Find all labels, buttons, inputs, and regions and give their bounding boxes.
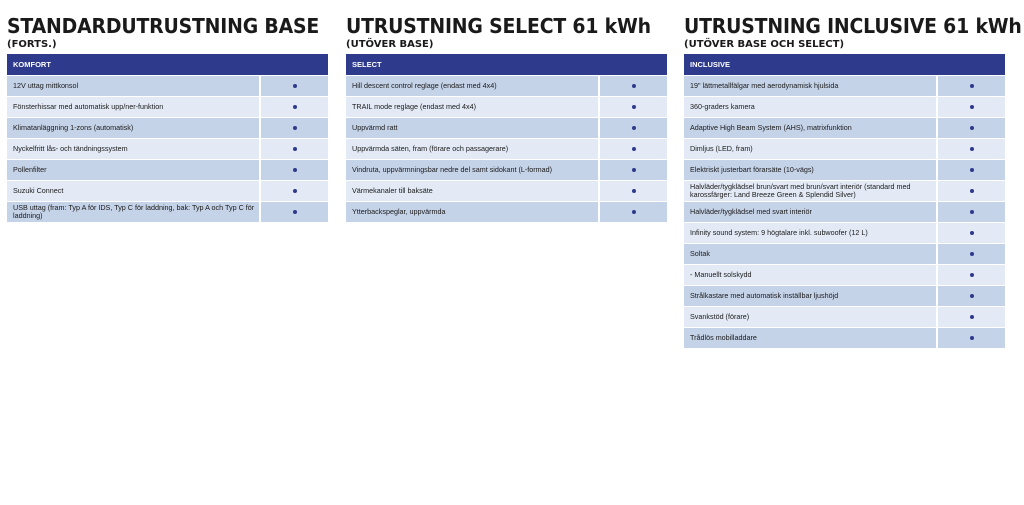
bullet-dot-icon xyxy=(632,147,636,151)
feature-label: Strålkastare med automatisk inställbar ljushöjd xyxy=(684,286,936,306)
feature-label: TRAIL mode reglage (endast med 4x4) xyxy=(346,97,598,117)
feature-label: Fönsterhissar med automatisk upp/ner-funktion xyxy=(7,97,259,117)
included-cell xyxy=(938,223,1005,243)
table-row xyxy=(684,118,1005,138)
bullet-dot-icon xyxy=(970,315,974,319)
included-cell xyxy=(261,160,328,180)
bullet-dot-icon xyxy=(970,147,974,151)
bullet-dot-icon xyxy=(970,336,974,340)
feature-label: Halvläder/tygklädsel med svart interiör xyxy=(684,202,936,222)
feature-label: Svankstöd (förare) xyxy=(684,307,936,327)
included-cell xyxy=(938,118,1005,138)
included-cell xyxy=(600,97,667,117)
feature-label: Elektriskt justerbart förarsäte (10-vägs) xyxy=(684,160,936,180)
bullet-dot-icon xyxy=(970,294,974,298)
feature-label: Suzuki Connect xyxy=(7,181,259,201)
included-cell xyxy=(938,139,1005,159)
included-cell xyxy=(600,181,667,201)
table-row xyxy=(684,244,1005,264)
feature-label: Ytterbackspeglar, uppvärmda xyxy=(346,202,598,222)
column-inclusive xyxy=(684,14,1022,348)
table-row xyxy=(346,139,667,159)
bullet-dot-icon xyxy=(632,189,636,193)
feature-label: Dimljus (LED, fram) xyxy=(684,139,936,159)
bullet-dot-icon xyxy=(632,126,636,130)
table-row xyxy=(684,139,1005,159)
feature-label: Uppvärmd ratt xyxy=(346,118,598,138)
feature-label: Vindruta, uppvärmningsbar nedre del samt sidokant (L-formad) xyxy=(346,160,598,180)
included-cell xyxy=(938,76,1005,96)
included-cell xyxy=(600,118,667,138)
table-row xyxy=(346,202,667,222)
feature-table xyxy=(7,76,328,222)
feature-label: Värmekanaler till baksäte xyxy=(346,181,598,201)
bullet-dot-icon xyxy=(293,105,297,109)
column-title: UTRUSTNING SELECT 61 kWh xyxy=(346,14,651,38)
feature-label: Adaptive High Beam System (AHS), matrixfunktion xyxy=(684,118,936,138)
table-row xyxy=(346,76,667,96)
feature-label: USB uttag (fram: Typ A för IDS, Typ C för laddning, bak: Typ A och Typ C för laddning) xyxy=(7,202,259,222)
bullet-dot-icon xyxy=(970,273,974,277)
bullet-dot-icon xyxy=(970,105,974,109)
bullet-dot-icon xyxy=(632,210,636,214)
bullet-dot-icon xyxy=(970,126,974,130)
feature-label: Trådlös mobilladdare xyxy=(684,328,936,348)
column-subtitle: (UTÖVER BASE) xyxy=(346,39,434,50)
section-header: KOMFORT xyxy=(7,54,328,75)
section-header: SELECT xyxy=(346,54,667,75)
bullet-dot-icon xyxy=(632,168,636,172)
feature-label: Infinity sound system: 9 högtalare inkl. subwoofer (12 L) xyxy=(684,223,936,243)
table-row xyxy=(7,202,328,222)
table-row xyxy=(684,307,1005,327)
column-subtitle: (FORTS.) xyxy=(7,39,57,50)
feature-label: Pollenfilter xyxy=(7,160,259,180)
feature-table xyxy=(684,76,1005,348)
bullet-dot-icon xyxy=(970,231,974,235)
column-base xyxy=(7,14,328,222)
feature-table xyxy=(346,76,667,222)
included-cell xyxy=(261,76,328,96)
table-row xyxy=(7,118,328,138)
section-header: INCLUSIVE xyxy=(684,54,1005,75)
bullet-dot-icon xyxy=(293,147,297,151)
feature-label: Klimatanläggning 1-zons (automatisk) xyxy=(7,118,259,138)
bullet-dot-icon xyxy=(970,252,974,256)
bullet-dot-icon xyxy=(293,84,297,88)
table-row xyxy=(684,181,1005,201)
included-cell xyxy=(600,202,667,222)
bullet-dot-icon xyxy=(632,84,636,88)
table-row xyxy=(346,97,667,117)
included-cell xyxy=(261,118,328,138)
included-cell xyxy=(938,181,1005,201)
included-cell xyxy=(600,139,667,159)
bullet-dot-icon xyxy=(970,210,974,214)
feature-label: Soltak xyxy=(684,244,936,264)
table-row xyxy=(684,328,1005,348)
table-row xyxy=(684,97,1005,117)
bullet-dot-icon xyxy=(293,210,297,214)
feature-label: Halvläder/tygklädsel brun/svart med brun/svart interiör (standard med karossfärger: Land Breeze Green & Splendid Silver) xyxy=(684,181,936,201)
bullet-dot-icon xyxy=(970,84,974,88)
table-row xyxy=(7,97,328,117)
included-cell xyxy=(938,244,1005,264)
table-row xyxy=(346,118,667,138)
bullet-dot-icon xyxy=(293,168,297,172)
column-subtitle: (UTÖVER BASE OCH SELECT) xyxy=(684,39,845,50)
included-cell xyxy=(938,328,1005,348)
included-cell xyxy=(261,202,328,222)
table-row xyxy=(7,181,328,201)
included-cell xyxy=(261,139,328,159)
table-row xyxy=(684,223,1005,243)
column-title: UTRUSTNING INCLUSIVE 61 kWh xyxy=(684,14,1022,38)
included-cell xyxy=(600,76,667,96)
bullet-dot-icon xyxy=(970,168,974,172)
table-row xyxy=(684,265,1005,285)
feature-label: Hill descent control reglage (endast med 4x4) xyxy=(346,76,598,96)
table-row xyxy=(7,139,328,159)
feature-label: Uppvärmda säten, fram (förare och passagerare) xyxy=(346,139,598,159)
included-cell xyxy=(938,160,1005,180)
table-row xyxy=(7,76,328,96)
feature-label: 19" lättmetallfälgar med aerodynamisk hjulsida xyxy=(684,76,936,96)
included-cell xyxy=(261,97,328,117)
bullet-dot-icon xyxy=(293,126,297,130)
bullet-dot-icon xyxy=(970,189,974,193)
feature-label: Nyckelfritt lås- och tändningssystem xyxy=(7,139,259,159)
feature-label: 360-graders kamera xyxy=(684,97,936,117)
table-row xyxy=(7,160,328,180)
bullet-dot-icon xyxy=(293,189,297,193)
included-cell xyxy=(938,307,1005,327)
included-cell xyxy=(261,181,328,201)
included-cell xyxy=(938,97,1005,117)
included-cell xyxy=(938,202,1005,222)
feature-label: 12V uttag mittkonsol xyxy=(7,76,259,96)
table-row xyxy=(346,181,667,201)
table-row xyxy=(346,160,667,180)
bullet-dot-icon xyxy=(632,105,636,109)
column-title: STANDARDUTRUSTNING BASE xyxy=(7,14,320,38)
feature-label: - Manuellt solskydd xyxy=(684,265,936,285)
table-row xyxy=(684,202,1005,222)
included-cell xyxy=(600,160,667,180)
table-row xyxy=(684,286,1005,306)
included-cell xyxy=(938,265,1005,285)
table-row xyxy=(684,160,1005,180)
included-cell xyxy=(938,286,1005,306)
table-row xyxy=(684,76,1005,96)
column-select xyxy=(346,14,667,222)
